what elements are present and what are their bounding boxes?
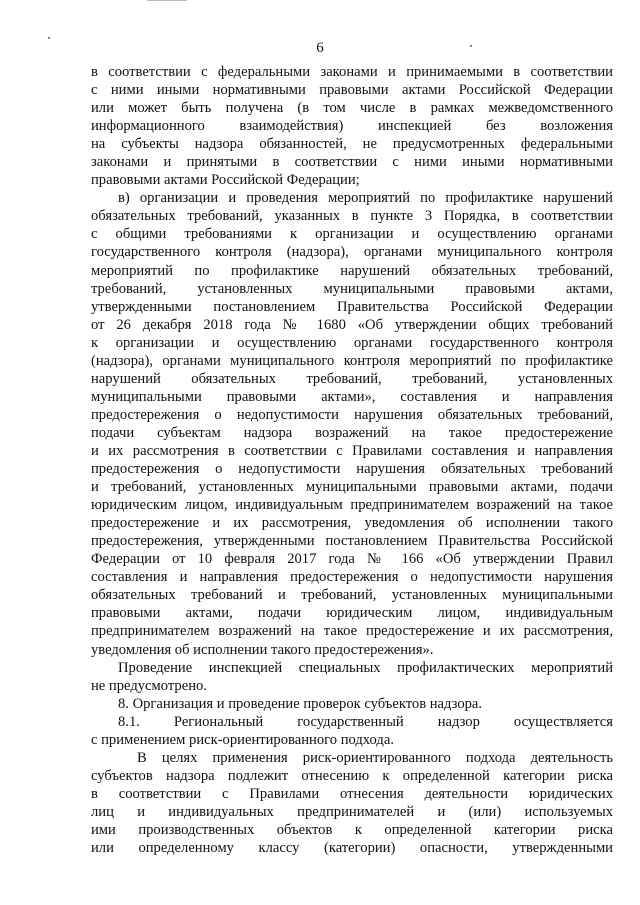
text-line: ими производственных объектов к определенной категории риска <box>91 821 613 838</box>
text-line: требований, установленных муниципальными правовыми актами, <box>91 280 613 297</box>
text-line: государственного контроля (надзора), органами муниципального контроля <box>91 244 613 261</box>
scan-edge-mark <box>147 0 187 1</box>
scan-speck <box>48 37 50 39</box>
scan-speck <box>470 45 472 47</box>
text-line: субъектов надзора подлежит отнесению к определенной категории риска <box>91 767 613 784</box>
text-line: или определенному классу (категории) опасности, утвержденными <box>91 840 613 857</box>
text-line: законами и принятыми в соответствии с ними иными нормативными <box>91 154 613 171</box>
text-line: обязательных требований, указанных в пункте 3 Порядка, в соответствии <box>91 208 613 225</box>
text-line: уведомления об исполнении такого предостережения». <box>91 641 434 658</box>
text-line: не предусмотрено. <box>91 677 207 694</box>
text-line: и их рассмотрения в соответствии с Правилами составления и направления <box>91 442 613 459</box>
text-line: предостережения, утвержденными постановлением Правительства Российской <box>91 533 613 550</box>
text-line: предпринимателем возражений на такое предостережение и их рассмотрения, <box>91 623 613 640</box>
text-line: с общими требованиями к организации и осуществлению органами <box>91 226 613 243</box>
text-line: правовыми актами Российской Федерации; <box>91 172 360 189</box>
text-line: нарушений обязательных требований, требований, установленных <box>91 370 613 387</box>
text-line: от 26 декабря 2018 года № 1680 «Об утверждении общих требований <box>91 316 613 333</box>
text-line: утвержденными постановлением Правительства Российской Федерации <box>91 298 613 315</box>
text-line: предостережения о недопустимости нарушения обязательных требований, <box>91 406 613 423</box>
text-line: в соответствии с федеральными законами и принимаемыми в соответствии <box>91 64 613 80</box>
body-text <box>91 63 613 857</box>
text-line: на субъекты надзора обязанностей, не предусмотренных федеральными <box>91 136 613 153</box>
text-line: правовыми актами, подачи юридическим лицом, индивидуальным <box>91 605 613 622</box>
text-line: обязательных требований и требований, установленных муниципальными <box>91 587 613 604</box>
text-line: Проведение инспекцией специальных профилактических мероприятий <box>118 659 613 676</box>
text-line: 8.1. Региональный государственный надзор осуществляется <box>118 713 613 730</box>
text-line: с применением риск-ориентированного подхода. <box>91 731 394 748</box>
text-line: в) организации и проведения мероприятий по профилактике нарушений <box>118 190 613 207</box>
text-line: юридическим лицом, индивидуальным предпринимателем возражений на такое <box>91 497 613 514</box>
text-line: составления и направления предостережения о недопустимости нарушения <box>91 569 613 586</box>
text-line: мероприятий по профилактике нарушений обязательных требований, <box>91 262 613 279</box>
text-line: предостережения о недопустимости нарушения обязательных требований <box>91 461 613 478</box>
text-line: (надзора), органами муниципального контроля мероприятий по профилактике <box>91 352 613 369</box>
text-line: в соответствии с Правилами отнесения деятельности юридических <box>91 785 613 802</box>
text-line: 8. Организация и проведение проверок субъектов надзора. <box>118 695 483 712</box>
text-line: Федерации от 10 февраля 2017 года № 166 «Об утверждении Правил <box>91 551 613 568</box>
text-line: лиц и индивидуальных предпринимателей и (или) используемых <box>91 803 613 820</box>
page-number: 6 <box>316 40 324 56</box>
text-line: или может быть получена (в том числе в рамках межведомственного <box>91 100 613 117</box>
text-line: подачи субъектам надзора возражений на такое предостережение <box>91 424 613 441</box>
text-line: и требований, установленных муниципальными правовыми актами, подачи <box>91 479 613 496</box>
text-line: к организации и осуществлению органами государственного контроля <box>91 334 613 351</box>
text-line: муниципальными правовыми актами», составления и направления <box>91 388 613 405</box>
text-line: предостережение и их рассмотрения, уведомления об исполнении такого <box>91 515 613 532</box>
text-line: В целях применения риск-ориентированного подхода деятельность <box>137 749 613 766</box>
text-line: с ними иными нормативными правовыми актами Российской Федерации <box>91 82 613 99</box>
text-line: информационного взаимодействия) инспекцией без возложения <box>91 118 613 135</box>
